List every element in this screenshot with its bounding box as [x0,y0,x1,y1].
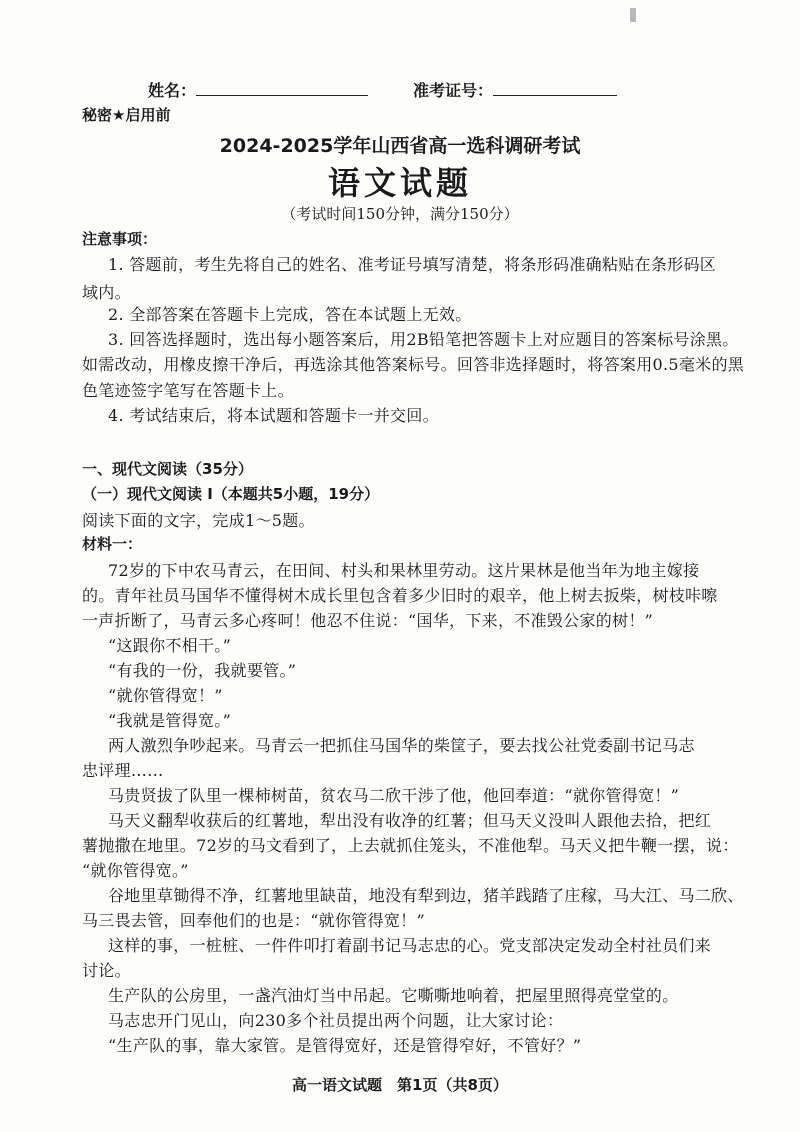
note-line: 2. 全部答案在答题卡上完成，答在本试题上无效。 [108,305,472,324]
passage-line: 72岁的下中农马青云，在田间、村头和果林里劳动。这片果林是他当年为地主嫁接 [108,561,700,580]
exam-title: 2024-2025学年山西省高一选科调研考试 [219,135,581,157]
note-line: 域内。 [82,283,131,302]
passage-line: 生产队的公房里，一盏汽油灯当中吊起。它嘶嘶地响着，把屋里照得亮堂堂的。 [108,986,679,1005]
passage-line: 的。青年社员马国华不懂得树木成长里包含着多少旧时的艰辛，他上树去扳柴，树枝咔嚓 [82,586,718,605]
exam-id-field [413,78,617,101]
note-line: 4. 考试结束后，将本试题和答题卡一并交回。 [108,406,439,425]
passage-line: 马志忠开门见山，向230多个社员提出两个问题，让大家讨论： [108,1011,564,1030]
passage-line: “生产队的事，靠大家管。是管得宽好，还是管得窄好，不管好？” [108,1036,582,1055]
name-label: 姓名： [148,81,197,100]
passage-line: 马贵贤拔了队里一棵柿树苗，贫农马二欣干涉了他，他回奉道：“就你管得宽！” [108,786,680,805]
subject-title: 语文试题 [327,164,472,202]
time-info: （考试时间150分钟，满分150分） [281,205,519,223]
passage-line: “有我的一份，我就要管。” [108,661,297,680]
note-line: 1. 答题前，考生先将自己的姓名、准考证号填写清楚，将条形码准确粘贴在条形码区 [108,255,717,274]
passage-line: “这跟你不相干。” [108,636,232,655]
passage-line: 马天义翻犁收获后的红薯地，犁出没有收净的红薯；但马天义没叫人跟他去拾，把红 [108,811,712,830]
note-line: 色笔迹签字笔写在答题卡上。 [82,381,294,400]
passage-line: “就你管得宽！” [108,686,223,705]
passage-line: 马三畏去管，回奉他们的也是：“就你管得宽！” [82,911,425,930]
sub-title: （一）现代文阅读 I（本题共5小题，19分） [82,485,380,503]
note-line: 3. 回答选择题时，选出每小题答案后，用2B铅笔把答题卡上对应题目的答案标号涂黑。 [108,330,739,349]
confidential-label: 秘密★启用前 [82,106,171,124]
material-label: 材料一： [82,535,143,553]
passage-line: 两人激烈争吵起来。马青云一把抓住马国华的柴筐子，要去找公社党委副书记马志 [108,736,695,755]
passage-line: 讨论。 [82,961,131,980]
page-footer: 高一语文试题 第1页（共8页） [292,1076,508,1094]
passage-line: 这样的事，一桩桩、一件件叩打着副书记马志忠的心。党支部决定发动全村社员们来 [108,936,712,955]
passage-line: 薯抛撒在地里。72岁的马文看到了，上去就抓住笼头，不准他犁。马天义把牛鞭一摆，说： [82,836,739,855]
passage-line: 谷地里草锄得不净，红薯地里缺苗，地没有犁到边，猪羊践踏了庄稼，马大江、马二欣、 [108,886,744,905]
passage-line: “就你管得宽。” [82,861,189,880]
passage-line: “我就是管得宽。” [108,711,232,730]
scan-mark [630,8,636,22]
name-field [148,78,368,101]
exam-id-label: 准考证号： [413,81,494,100]
instruction: 阅读下面的文字，完成1～5题。 [82,511,315,530]
notes-heading: 注意事项： [82,230,158,248]
note-line: 如需改动，用橡皮擦干净后，再选涂其他答案标号。回答非选择题时，将答案用0.5毫米的黑 [82,355,745,374]
name-blank [196,81,368,96]
passage-line: 忠评理…… [82,761,164,780]
exam-id-blank [493,81,617,96]
part-title: 一、现代文阅读（35分） [82,460,253,478]
passage-line: 一声折断了，马青云多心疼呵！他忍不住说：“国华，下来，不准毁公家的树！” [82,611,654,630]
